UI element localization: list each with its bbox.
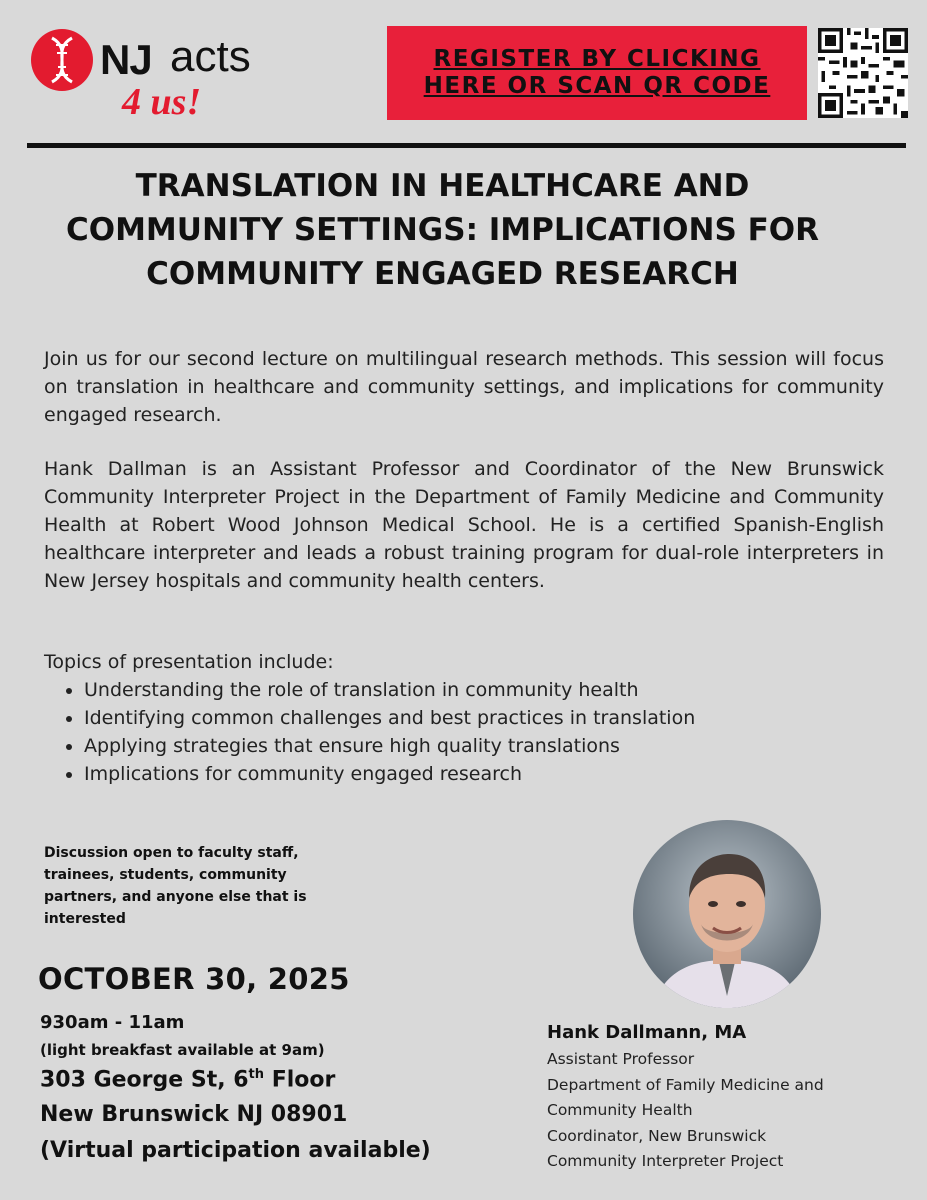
register-link-label[interactable]: REGISTER BY CLICKING HERE OR SCAN QR CODE <box>423 46 771 99</box>
topics-list <box>44 676 884 788</box>
speaker-credential-line: Department of Family Medicine and <box>547 1075 824 1094</box>
logo-acts: acts <box>170 32 251 81</box>
page-title: TRANSLATION IN HEALTHCARE AND COMMUNITY SETTINGS: IMPLICATIONS FOR COMMUNITY ENGAGED RESEARCH <box>65 168 819 292</box>
event-date: OCTOBER 30, 2025 <box>38 962 350 996</box>
speaker-bio-paragraph: Hank Dallman is an Assistant Professor and Coordinator of the New Brunswick Community Interpreter Project in the Department of Family Medicine and Community Health at Robert Wood Johnson Medical School. He is a certified Spanish-English healthcare interpreter and leads a robust training program for dual-role interpreters in New Jersey hospitals and community health centers. <box>44 458 884 592</box>
list-item: • Understanding the role of translation in community health <box>84 676 884 704</box>
header-divider <box>27 143 906 148</box>
topics-heading: Topics of presentation include: <box>44 651 334 673</box>
dna-logo-icon <box>30 28 94 92</box>
logo-tagline: 4 us! <box>122 81 202 123</box>
list-item: • Identifying common challenges and best practices in translation <box>84 704 884 732</box>
intro-paragraph: Join us for our second lecture on multilingual research methods. This session will focus on translation in healthcare and community settings, and implications for community engaged research. <box>44 348 884 426</box>
speaker-credentials <box>547 1047 907 1175</box>
speaker-credential-line: Assistant Professor <box>547 1050 695 1068</box>
address-floor: Floor <box>264 1067 336 1093</box>
speaker-credential-line: Community Health <box>547 1101 693 1119</box>
list-item: • Applying strategies that ensure high quality translations <box>84 732 884 760</box>
event-city: New Brunswick NJ 08901 <box>40 1102 348 1127</box>
event-address <box>40 1067 335 1092</box>
njacts4us-logo <box>30 22 270 122</box>
register-link[interactable] <box>387 26 807 120</box>
audience-note: Discussion open to faculty staff, trainees, students, community partners, and anyone else that is interested <box>44 845 307 927</box>
virtual-note: (Virtual participation available) <box>40 1138 431 1163</box>
address-street: 303 George St, 6 <box>40 1067 249 1093</box>
speaker-name: Hank Dallmann, MA <box>547 1022 747 1043</box>
list-item: • Implications for community engaged research <box>84 760 884 788</box>
event-time: 930am - 11am <box>40 1012 185 1033</box>
qr-code-icon[interactable] <box>818 28 908 118</box>
address-ordinal: th <box>248 1067 265 1082</box>
breakfast-note: (light breakfast available at 9am) <box>40 1041 325 1059</box>
speaker-photo <box>633 820 821 1008</box>
speaker-credential-line: Coordinator, New Brunswick <box>547 1126 767 1145</box>
speaker-credential-line: Community Interpreter Project <box>547 1152 784 1170</box>
logo-nj: NJ <box>100 36 152 83</box>
